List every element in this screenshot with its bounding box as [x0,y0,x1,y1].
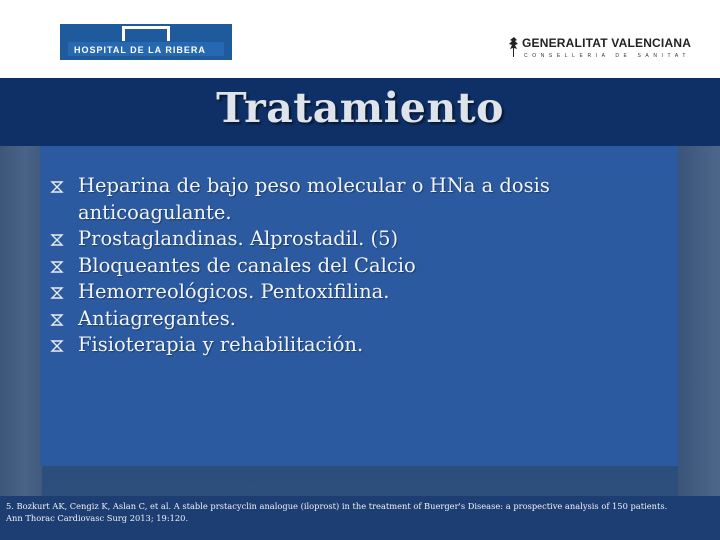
list-item-text: Prostaglandinas. Alprostadil. (5) [78,227,399,250]
hospital-logo-text: HOSPITAL DE LA RIBERA [74,45,206,55]
zapf-bullet-icon [50,339,64,353]
treatment-list [44,173,664,359]
background-building-left [0,146,42,496]
background-building-right [678,146,720,496]
bat-emblem-icon [508,36,520,58]
list-item-text: Hemorreológicos. Pentoxifilina. [78,280,390,303]
zapf-bullet-icon [50,180,64,194]
list-item [44,226,664,253]
list-item-text: Antiagregantes. [78,306,236,330]
header [0,0,720,78]
list-item [44,253,664,280]
list-item [44,173,664,226]
slide-title: Tratamiento [216,84,504,132]
list-item-text: Heparina de bajo peso molecular o HNa a dosis anticoagulante. [78,174,550,224]
list-item-text: Fisioterapia y rehabilitación. [78,333,364,356]
generalitat-logo [508,36,692,64]
zapf-bullet-icon [50,313,64,327]
list-item-text: Bloqueantes de canales del Calcio [78,253,416,277]
hospital-logo [60,24,232,60]
reference-line: Ann Thorac Cardiovasc Surg 2013; 19:120. [6,512,189,523]
generalitat-name: GENERALITAT VALENCIANA [522,36,692,50]
list-item [44,279,664,306]
zapf-bullet-icon [50,233,64,247]
generalitat-subtitle: CONSELLERIA DE SANITAT [524,53,691,59]
zapf-bullet-icon [50,286,64,300]
hospital-logo-mark [122,26,170,41]
list-item [44,306,664,333]
reference-note [6,501,718,524]
zapf-bullet-icon [50,260,64,274]
list-item [44,332,664,359]
reference-line: 5. Bozkurt AK, Cengiz K, Aslan C, et al. A stable prstacyclin analogue (iloprost) in the treatment of Buerger's Disease: a prospective analysis of 150 patients. [6,501,668,511]
